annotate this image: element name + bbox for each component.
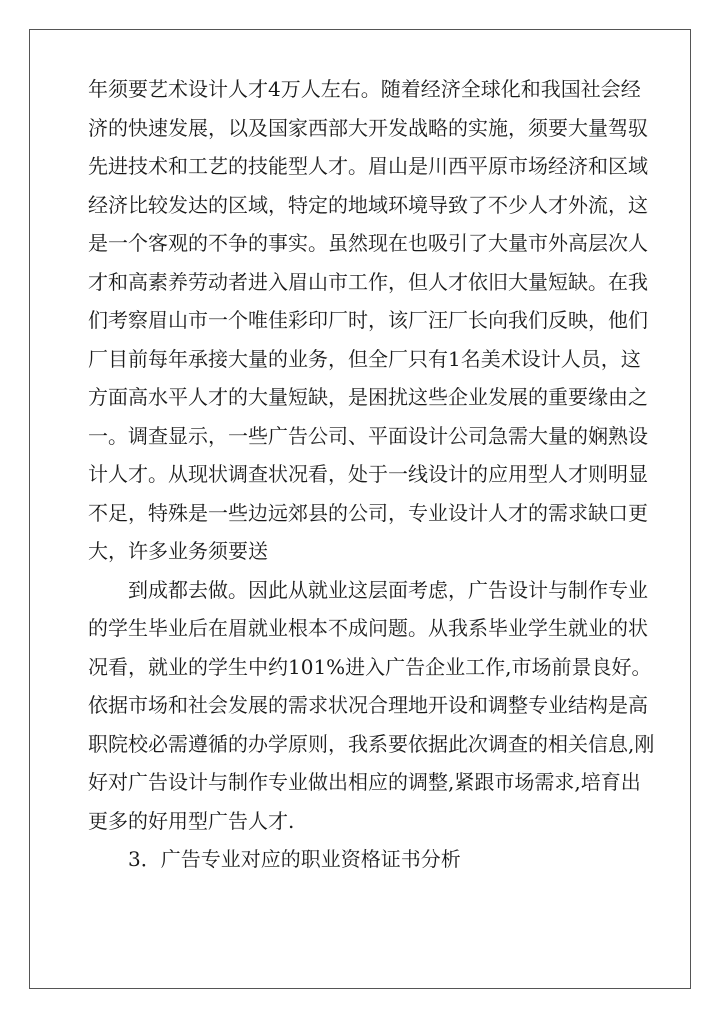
text-line: 厂目前每年承接大量的业务，但全厂只有1名美术设计人员，这 xyxy=(88,346,641,371)
text-line: 方面高水平人才的大量短缺，是困扰这些企业发展的重要缘由之 xyxy=(88,385,648,409)
text-line: 经济比较发达的区域，特定的地域环境导致了不少人才外流，这 xyxy=(88,192,648,217)
paragraph-1 xyxy=(88,70,648,571)
section-heading: 3．广告专业对应的职业资格证书分析 xyxy=(128,847,461,871)
text-line: 职院校必需遵循的办学原则，我系要依据此次调查的相关信息,刚 xyxy=(88,731,655,756)
text-line: 好对广告设计与制作专业做出相应的调整,紧跟市场需求,培育出 xyxy=(88,770,641,794)
text-line: 一。调查显示，一些广告公司、平面设计公司急需大量的娴熟设 xyxy=(88,423,648,448)
text-line: 更多的好用型广告人才. xyxy=(88,808,295,833)
text-line: 况看，就业的学生中约101%进入广告企业工作,市场前景良好。 xyxy=(88,654,652,679)
text-line: 年须要艺术设计人才4万人左右。随着经济全球化和我国社会经 xyxy=(88,77,641,101)
text-line: 才和高素养劳动者进入眉山市工作，但人才依旧大量短缺。在我 xyxy=(88,269,648,294)
paragraph-2 xyxy=(88,571,655,841)
text-line: 是一个客观的不争的事实。虽然现在也吸引了大量市外高层次人 xyxy=(88,231,648,255)
text-line: 的学生毕业后在眉就业根本不成问题。从我系毕业学生就业的状 xyxy=(88,616,648,640)
text-line: 不足，特殊是一些边远郊县的公司，专业设计人才的需求缺口更 xyxy=(88,500,648,525)
document-body xyxy=(88,70,655,879)
text-line: 们考察眉山市一个唯佳彩印厂时，该厂汪厂长向我们反映，他们 xyxy=(88,308,648,332)
text-line: 依据市场和社会发展的需求状况合理地开设和调整专业结构是高 xyxy=(88,693,648,717)
text-line: 到成都去做。因此从就业这层面考虑，广告设计与制作专业 xyxy=(128,577,648,602)
text-line: 济的快速发展，以及国家西部大开发战略的实施，须要大量驾驭 xyxy=(88,115,648,140)
text-line: 大，许多业务须要送 xyxy=(88,539,268,563)
text-line: 先进技术和工艺的技能型人才。眉山是川西平原市场经济和区域 xyxy=(88,154,648,178)
text-line: 计人才。从现状调查状况看，处于一线设计的应用型人才则明显 xyxy=(88,462,648,486)
